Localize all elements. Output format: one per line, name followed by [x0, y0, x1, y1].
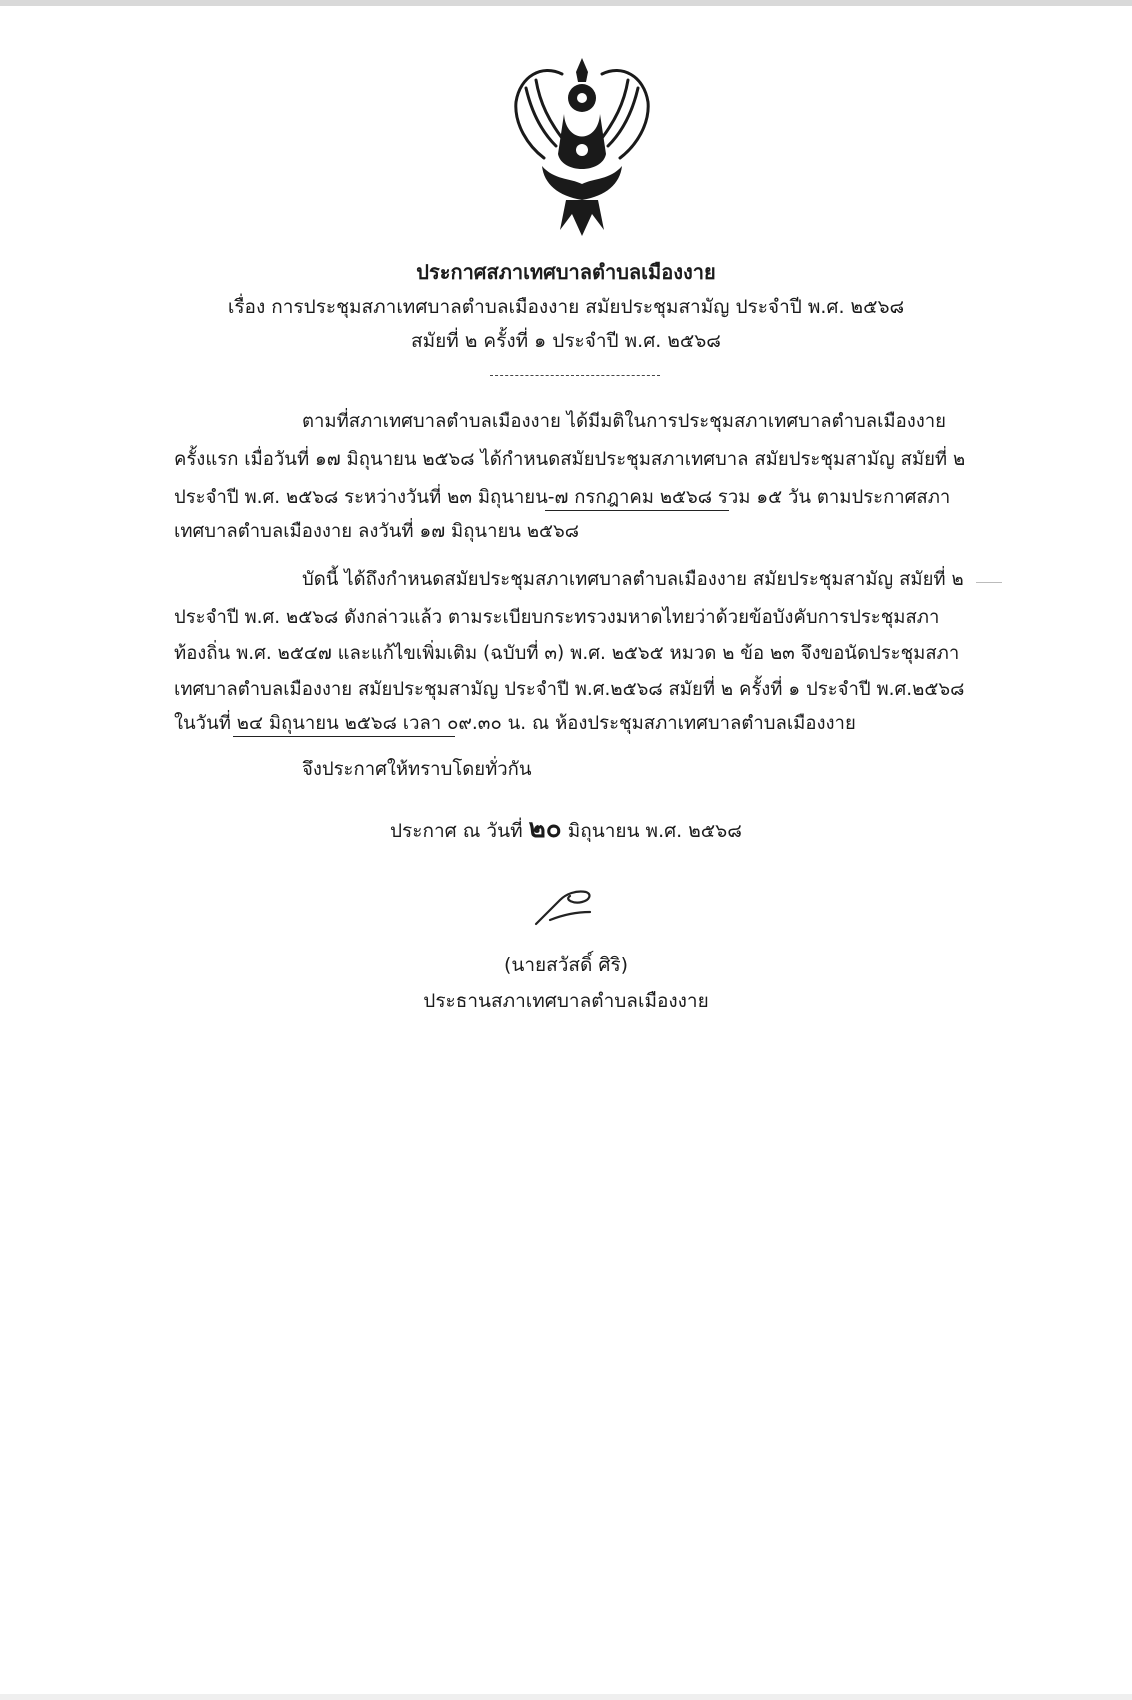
paragraph-1-line-4: เทศบาลตำบลเมืองงาย ลงวันที่ ๑๗ มิถุนายน ๒๕๖๘: [174, 521, 580, 542]
announcement-date: [390, 808, 742, 849]
garuda-emblem-icon: [502, 54, 662, 240]
announcement-day: ๒๐: [528, 814, 562, 844]
subject-line-1: เรื่อง การประชุมสภาเทศบาลตำบลเมืองงาย สมัยประชุมสามัญ ประจำปี พ.ศ. ๒๕๖๘: [227, 296, 905, 318]
paragraph-1-line-3: ประจำปี พ.ศ. ๒๕๖๘ ระหว่างวันที่ ๒๓ มิถุนายน-๗ กรกฎาคม ๒๕๖๘ รวม ๑๕ วัน ตามประกาศสภา: [174, 487, 951, 508]
signer-position: ประธานสภาเทศบาลตำบลเมืองงาย: [423, 990, 709, 1012]
subject-line-2: สมัยที่ ๒ ครั้งที่ ๑ ประจำปี พ.ศ. ๒๕๖๘: [411, 330, 721, 352]
announcement-date-prefix: ประกาศ ณ วันที่: [390, 820, 523, 842]
paragraph-2-line-2: ประจำปี พ.ศ. ๒๕๖๘ ดังกล่าวแล้ว ตามระเบียบกระทรวงมหาดไทยว่าด้วยข้อบังคับการประชุมสภา: [174, 607, 940, 628]
underline-dates: [545, 510, 729, 511]
document-title: ประกาศสภาเทศบาลตำบลเมืองงาย: [416, 260, 716, 284]
underline-meeting-date: [233, 736, 455, 737]
paragraph-2-line-5: ในวันที่ ๒๔ มิถุนายน ๒๕๖๘ เวลา ๐๙.๓๐ น. ณ ห้องประชุมสภาเทศบาลตำบลเมืองงาย: [174, 713, 856, 734]
document-page: [0, 6, 1132, 1700]
paragraph-2-line-4: เทศบาลตำบลเมืองงาย สมัยประชุมสามัญ ประจำปี พ.ศ.๒๕๖๘ สมัยที่ ๒ ครั้งที่ ๑ ประจำปี พ.ศ.๒๕๖๘: [174, 679, 965, 700]
paragraph-2-line-1: บัดนี้ ได้ถึงกำหนดสมัยประชุมสภาเทศบาลตำบลเมืองงาย สมัยประชุมสามัญ สมัยที่ ๒: [302, 569, 964, 590]
margin-mark: [976, 582, 1002, 583]
dashed-divider: [490, 375, 660, 376]
handwritten-signature: [530, 886, 600, 930]
paragraph-2-line-3: ท้องถิ่น พ.ศ. ๒๕๔๗ และแก้ไขเพิ่มเติม (ฉบับที่ ๓) พ.ศ. ๒๕๖๕ หมวด ๒ ข้อ ๒๓ จึงขอนัดประชุมสภา: [174, 643, 960, 664]
announcement-date-suffix: มิถุนายน พ.ศ. ๒๕๖๘: [567, 820, 742, 842]
closing-line: จึงประกาศให้ทราบโดยทั่วกัน: [302, 759, 532, 780]
signer-name: (นายสวัสดิ์ ศิริ): [503, 954, 629, 976]
paragraph-1-line-2: ครั้งแรก เมื่อวันที่ ๑๗ มิถุนายน ๒๕๖๘ ได้กำหนดสมัยประชุมสภาเทศบาล สมัยประชุมสามัญ สมัยที่ ๒: [174, 449, 966, 470]
bottom-edge: [0, 1694, 1132, 1700]
paragraph-1-line-1: ตามที่สภาเทศบาลตำบลเมืองงาย ได้มีมติในการประชุมสภาเทศบาลตำบลเมืองงาย: [302, 411, 946, 432]
